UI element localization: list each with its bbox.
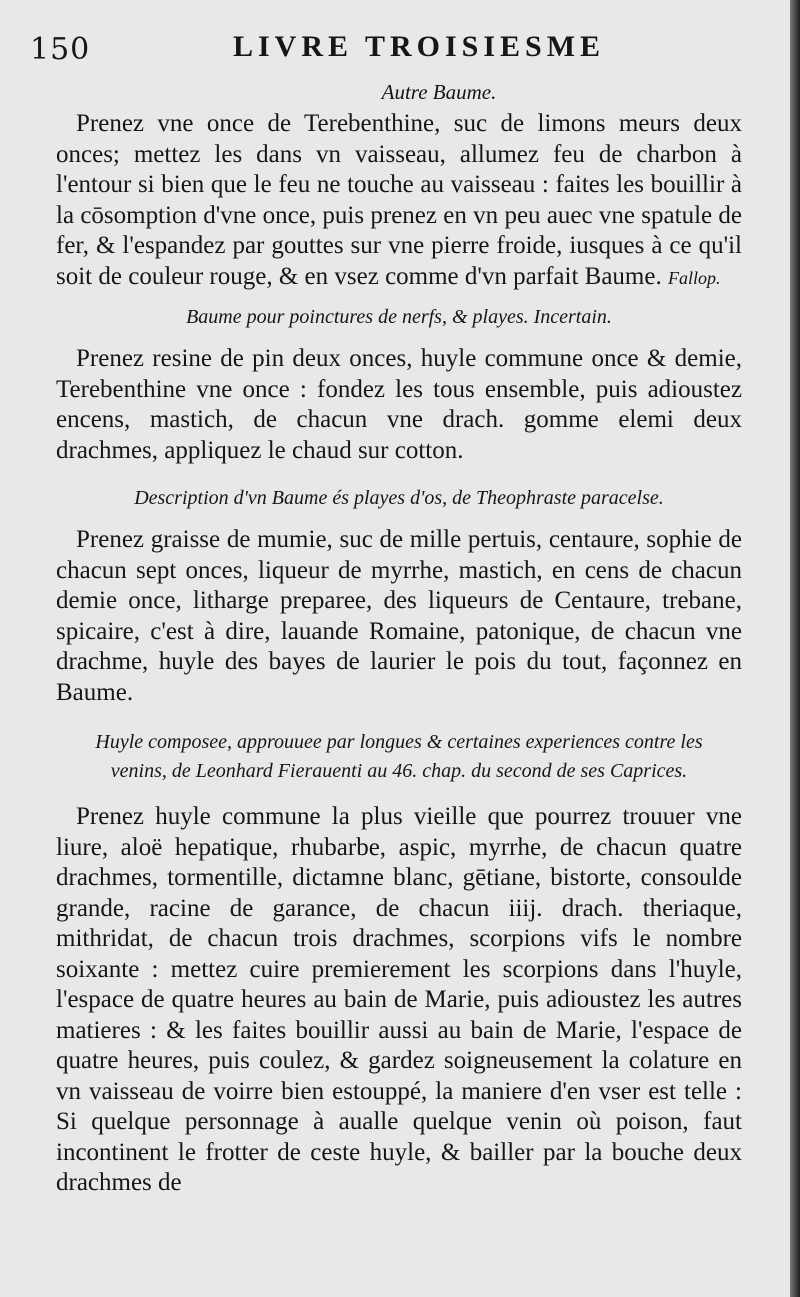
section-text: Prenez graisse de mumie, suc de mille pertuis, centaure, sophie de chacun sept onces, liqueur de myrrhe, mastich, en cens de chacun demie once, litharge preparee, des liqueurs de Centaure, trebane, spicaire, c'est à dire, lauande Romaine, patonique, de chacun vne drachme, huyle des bayes de laurier le pois du tout, façonnez en Baume.	[56, 526, 742, 706]
running-head	[30, 30, 742, 74]
page-number: 150	[30, 32, 91, 67]
source-reference: Fallop.	[667, 267, 721, 288]
section-text-body: Prenez vne once de Terebenthine, suc de limons meurs deux onces; mettez les dans vn vaisseau, allumez feu de charbon à l'entour si bien que le feu ne touche au vaisseau : faites les bouillir à la cōsomption d'vne once, puis prenez en vn peu auec vne spatule de fer, & l'espandez par gouttes sur vne pierre froide, iusques à ce qu'il soit de couleur rouge, & en vsez comme d'vn parfait Baume.	[56, 110, 742, 290]
section-heading: Description d'vn Baume és playes d'os, de Theophraste paracelse.	[134, 487, 664, 509]
section-heading: Autre Baume.	[381, 80, 497, 104]
running-title: LIVRE TROISIESME	[232, 30, 606, 63]
section-text: Prenez resine de pin deux onces, huyle commune once & demie, Terebenthine vne once : fondez les tous ensemble, puis adioustez encens, mastich, de chacun vne drach. gomme elemi deux drachmes, appliquez le chaud sur cotton.	[56, 345, 742, 464]
section-text: Prenez huyle commune la plus vieille que pourrez trouuer vne liure, aloë hepatique, rhubarbe, aspic, myrrhe, de chacun quatre drachmes, tormentille, dictamne blanc, gētiane, bistorte, consoulde grande, racine de garance, de chacun iiij. drach. theriaque, mithridat, de chacun trois drachmes, scorpions vifs le nombre soixante : mettez cuire premierement les scorpions dans l'huyle, l'espace de quatre heures au bain de Marie, puis adioustez les autres matieres : & les faites bouillir aussi au bain de Marie, l'espace de quatre heures, puis coulez, & gardez soigneusement la colature en vn vaisseau de voirre bien estouppé, la maniere d'en vser est telle : Si quelque personnage à aualle quelque venin où poison, faut incontinent le frotter de ceste huyle, & bailler par la bouche deux drachmes de	[56, 803, 742, 1196]
section-text	[56, 109, 742, 293]
section-heading: Baume pour poinctures de nerfs, & playes. Incertain.	[186, 306, 612, 328]
page-edge	[790, 0, 800, 1297]
section-heading: Huyle composee, approuuee par longues & certaines experiences contre les venins, de Leonhard Fierauenti au 46. chap. du second de ses Caprices.	[95, 731, 703, 782]
